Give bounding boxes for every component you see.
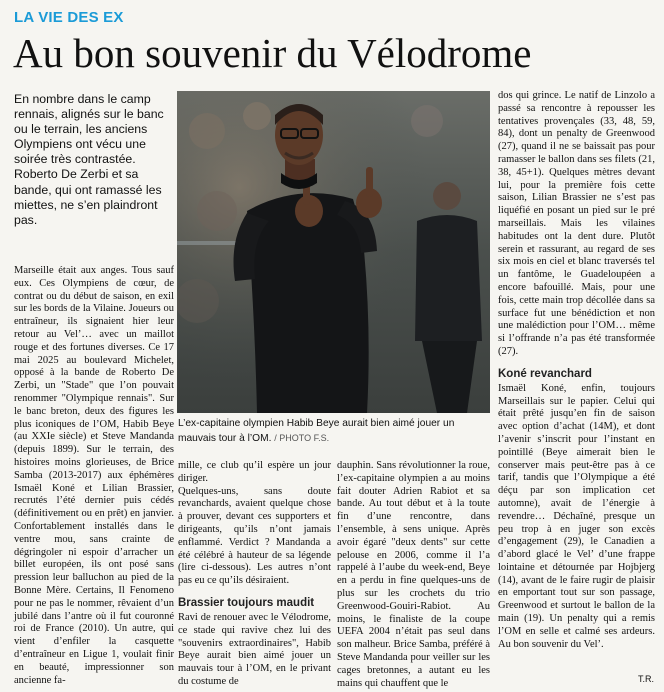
body-column-3 bbox=[337, 460, 490, 690]
photo-credit: / PHOTO F.S. bbox=[274, 433, 330, 443]
paragraph: Ismaël Koné, enfin, toujours Marseillais sur le papier. Celui qui était prêté jusqu’en fin de saison avec option d’achat (14M), et dont l’avenir s’inscrit pour l’instant en pointillé (Beye aimerait bien le conserver mais peut-être pas à ce tarif, tandis que l’Olympique a été déçu par son implication cet automne), avait de l’énergie à revendre… Déchaîné, presque un peu trop à en juger son excès d’engagement (29), le Canadien a d’abord glacé le Vel’ d’une frappe lointaine et détournée par Hojbjerg (14), avant de le faire rugir de plaisir en emportant tout sur son passage, Greenwood et surtout le ballon de la main (19). Un penalty qui a remis l’OM en selle et calmé ses ardeurs. Au bon souvenir du Vel’. bbox=[498, 382, 655, 650]
article-lead: En nombre dans le camp rennais, alignés sur le banc ou le terrain, les anciens Olympiens ont vécu une soirée très contrastée. Roberto De Zerbi et sa bande, qui ont ramassé les miettes, ne s’en plaindront pas. bbox=[14, 92, 164, 227]
body-column-4 bbox=[498, 90, 655, 651]
paragraph: Ravi de renouer avec le Vélodrome, ce stade qui ravive chez lui des "souvenirs extraordinaires", Habib Beye aurait bien aimé jouer un mauvais tour à l’OM, en le privant du costume de bbox=[178, 611, 331, 687]
coach-photo-illustration bbox=[177, 91, 490, 413]
paragraph: Quelques-uns, sans doute revanchards, avaient quelque chose à prouver, devant ces supporters et dirigeants, qu’ils n’ont jamais enflammé. Verdict ? Mandanda a été célébré à hauteur de sa légende (lire ci-dessous). Les autres n’ont pas eu ce qu’ils désiraient. bbox=[178, 485, 331, 587]
caption-text: L’ex-capitaine olympien Habib Beye aurait bien aimé jouer un mauvais tour à l’OM. bbox=[178, 418, 455, 444]
article-photo bbox=[177, 91, 490, 413]
body-column-1 bbox=[14, 265, 174, 687]
paragraph: Marseille était aux anges. Tous sauf eux. Ces Olympiens de cœur, de contrat ou du début de saison, en exil sur les bords de la Vilaine. Joueurs ou entraîneur, ils signaient hier leur retour au Vel’… avec un maillot rouge et des fortunes diverses. Ce 17 mai 2025 au boulevard Michelet, opposé à la bande de Roberto De Zerbi, un "Stade" que l’on pouvait renommer "Olympique rennais". Sur le banc breton, deux des figures les plus iconiques de l’OM, Habib Beye (au XXIe siècle) et Steve Mandanda (depuis 1899). Sur le terrain, des histoires moins glorieuses, de Brice Samba (2013-2017) aux éphémères Ismaël Koné et Lilian Brassier, recrutés l’été dernier puis cédés (définitivement ou en prêt) en janvier. Confortablement installés dans le ventre mou, sans crainte de dégringoler ni espoir d’arracher un billet européen, ils ont posé sans pression leur balluchon au pied de la Bonne Mère. Certains, Il Fenomeno pour ne pas le nommer, rêvaient d’un jubilé dans l’antre où il fut couronné roi de France (2010). Un autre, qui vient d’enfiler la casquette d’entraîneur en Ligue 1, voulait finir en beauté, impressionner son ancienne fa- bbox=[14, 265, 174, 686]
body-column-2 bbox=[178, 460, 331, 689]
article-headline: Au bon souvenir du Vélodrome bbox=[13, 30, 532, 76]
author-signature: T.R. bbox=[637, 674, 654, 684]
photo-caption bbox=[178, 417, 493, 446]
subheading-kone: Koné revanchard bbox=[498, 367, 592, 380]
paragraph: dauphin. Sans révolutionner la roue, l’ex-capitaine olympien a au moins fait douter Adrien Rabiot et sa bande. Au tout début et à la toute fin d’une rencontre, dans l’ensemble, à sens unique. Après avoir égaré "deux dents" sur cette pelouse en 2006, comme il l’a rappelé à l’aube du week-end, Beye en a perdu in fine quelques-uns de plus sur les crochets du trio Greenwood-Gouiri-Rabiot. Au moins, le finaliste de la coupe UEFA 2004 n’était pas seul dans son malheur. Brice Samba, préféré à Steve Mandanda pour veiller sur les cages bretonnes, a autant eu les mains qui chauffent que le bbox=[337, 460, 490, 689]
subheading-brassier: Brassier toujours maudit bbox=[178, 596, 315, 609]
paragraph: mille, ce club qu’il espère un jour diriger. bbox=[178, 460, 331, 484]
section-label: LA VIE DES EX bbox=[14, 9, 124, 26]
paragraph: dos qui grince. Le natif de Linzolo a passé sa rencontre à repousser les tentatives provençales (33, 48, 59, 84), dont un penalty de Greenwood (27), quand il ne se baissait pas pour ramasser le ballon dans ses filets (21, 38, 45+1). Quelques mètres devant lui, pour la première fois cette saison, Lilian Brassier ne s’est pas liquéfié en posant un pied sur le pré marseillais. Mais les vilaines habitudes ont la dent dure. Plutôt serein et rassurant, au regard de ses six mois en ciel et blanc traversés tel un fantôme, le Guadeloupéen a encore bafouillé. Mais, pour une fois, cette main trop décollée dans sa surface fut une bénédiction et non une malédiction pour l’OM… même si l’offrande n’a pas été transformée (27). bbox=[498, 90, 655, 357]
